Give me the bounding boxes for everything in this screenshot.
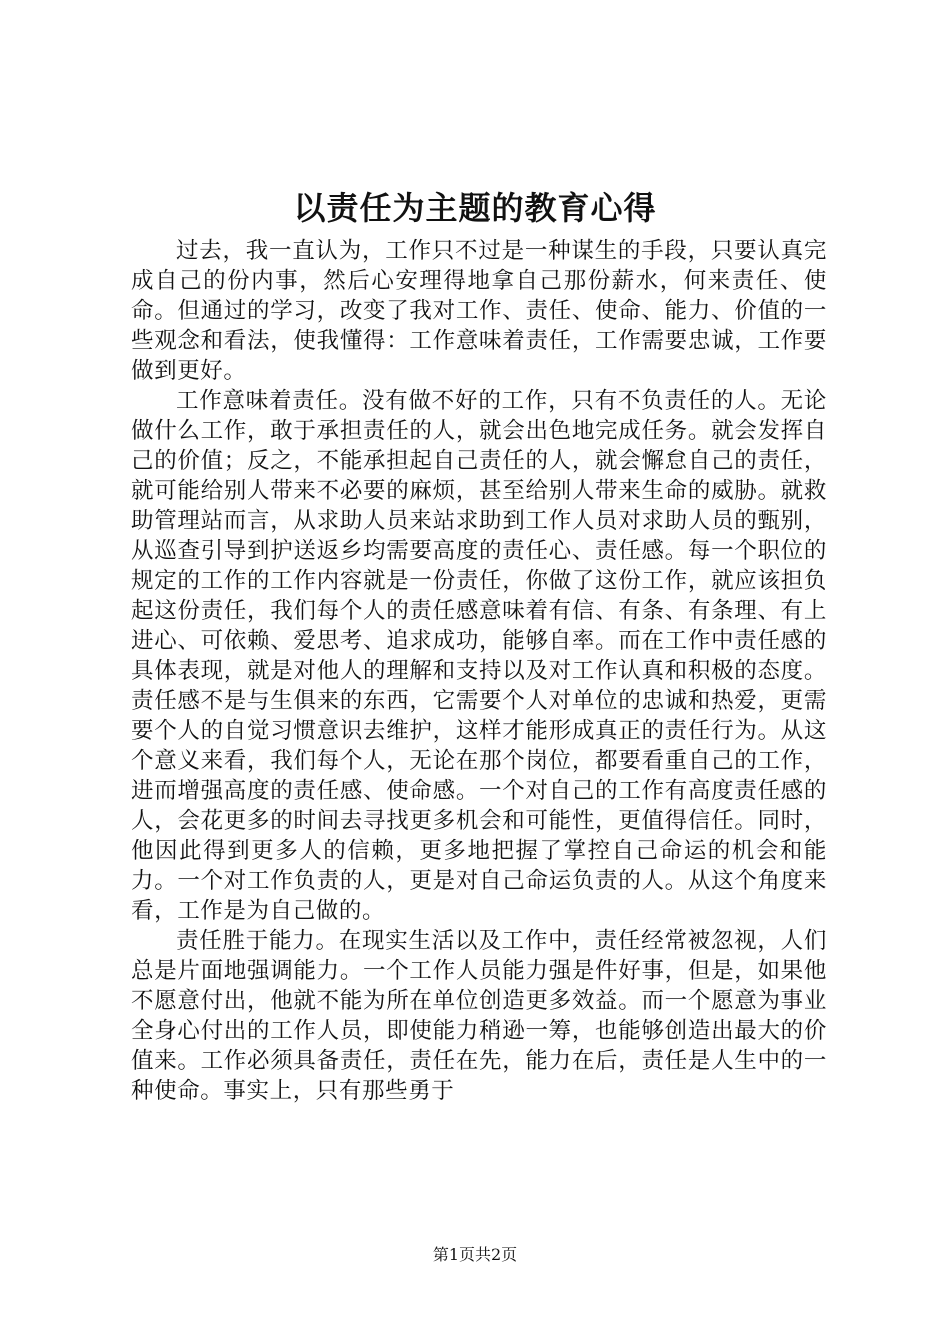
document-title: 以责任为主题的教育心得: [293, 189, 657, 227]
page-number: 第1页: [432, 1245, 475, 1264]
document-body: [131, 236, 827, 1106]
page-footer: [0, 1244, 950, 1266]
page-total: 共2页: [475, 1245, 518, 1264]
paragraph-1: 过去，我一直认为，工作只不过是一种谋生的手段，只要认真完成自己的份内事，然后心安理得地拿自己那份薪水，何来责任、使命。但通过的学习，改变了我对工作、责任、使命、能力、价值的一些观念和看法，使我懂得：工作意味着责任，工作需要忠诚，工作要做到更好。: [131, 238, 827, 384]
paragraph-2: 工作意味着责任。没有做不好的工作，只有不负责任的人。无论做什么工作，敢于承担责任的人，就会出色地完成任务。就会发挥自己的价值；反之，不能承担起自己责任的人，就会懈怠自己的责任，就可能给别人带来不必要的麻烦，甚至给别人带来生命的威胁。就救助管理站而言，从求助人员来站求助到工作人员对求助人员的甄别，从巡查引导到护送返乡均需要高度的责任心、责任感。每一个职位的规定的工作的工作内容就是一份责任，你做了这份工作，就应该担负起这份责任，我们每个人的责任感意味着有信、有条、有条理、有上进心、可依赖、爱思考、追求成功，能够自率。而在工作中责任感的具体表现，就是对他人的理解和支持以及对工作认真和积极的态度。责任感不是与生俱来的东西，它需要个人对单位的忠诚和热爱，更需要个人的自觉习惯意识去维护，这样才能形成真正的责任行为。从这个意义来看，我们每个人，无论在那个岗位，都要看重自己的工作，进而增强高度的责任感、使命感。一个对自己的工作有高度责任感的人，会花更多的时间去寻找更多机会和可能性，更值得信任。同时，他因此得到更多人的信赖，更多地把握了掌控自己命运的机会和能力。一个对工作负责的人，更是对自己命运负责的人。从这个角度来看，工作是为自己做的。: [131, 388, 827, 924]
paragraph-3: 责任胜于能力。在现实生活以及工作中，责任经常被忽视，人们总是片面地强调能力。一个工作人员能力强是件好事，但是，如果他不愿意付出，他就不能为所在单位创造更多效益。而一个愿意为事业全身心付出的工作人员，即使能力稍逊一筹，也能够创造出最大的价值来。工作必须具备责任，责任在先，能力在后，责任是人生中的一种使命。事实上，只有那些勇于: [131, 928, 827, 1104]
